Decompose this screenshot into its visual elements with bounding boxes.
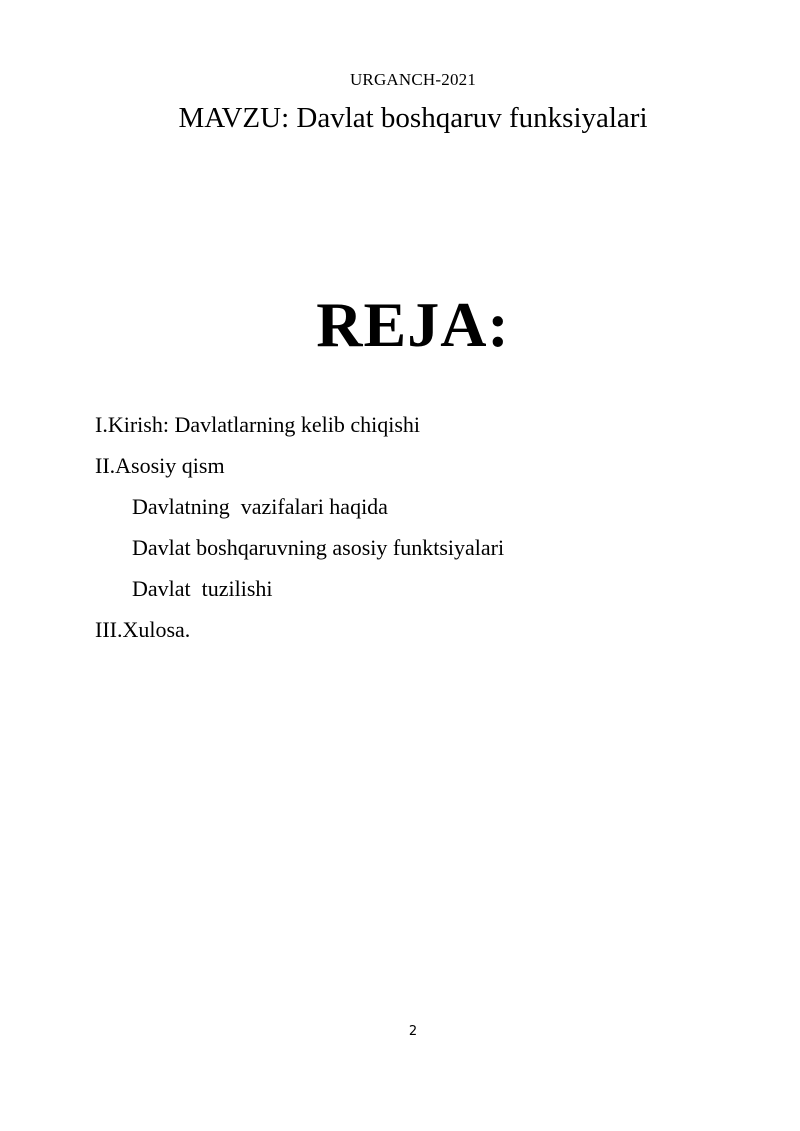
page-number: 2 bbox=[408, 1024, 418, 1039]
city-year-header: URGANCH-2021 bbox=[349, 70, 477, 89]
outline-item-conclusion: III.Xulosa. bbox=[95, 617, 191, 642]
outline-subitem-duties: Davlatning vazifalari haqida bbox=[132, 494, 388, 519]
outline-item-main-part: II.Asosiy qism bbox=[95, 453, 225, 478]
outline-subitem-structure: Davlat tuzilishi bbox=[132, 576, 273, 601]
outline-subitem-functions: Davlat boshqaruvning asosiy funktsiyalari bbox=[132, 535, 505, 560]
plan-outline bbox=[95, 404, 745, 650]
topic-title: MAVZU: Davlat boshqaruv funksiyalari bbox=[178, 102, 648, 134]
plan-heading: REJA: bbox=[316, 289, 510, 360]
outline-item-introduction: I.Kirish: Davlatlarning kelib chiqishi bbox=[95, 412, 421, 437]
